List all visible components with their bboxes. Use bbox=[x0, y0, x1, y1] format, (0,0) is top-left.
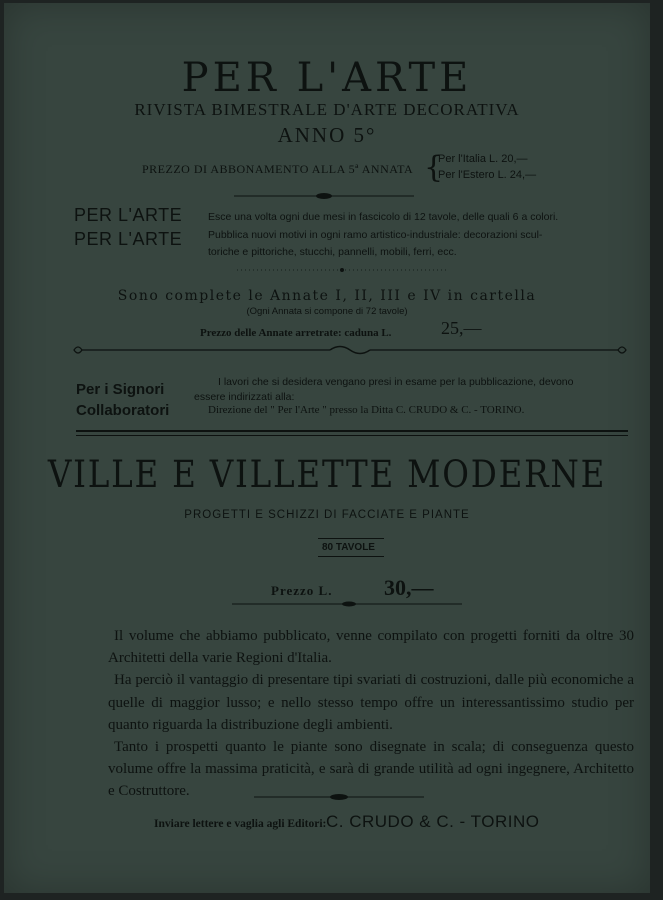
annate-note: (Ogni Annata si compone di 72 tavole) bbox=[246, 306, 408, 317]
book-subtitle: PROGETTI E SCHIZZI DI FACCIATE E PIANTE bbox=[184, 509, 470, 521]
price-estero: Per l'Estero L. 24,— bbox=[438, 169, 537, 181]
book-price-label: Prezzo L. bbox=[271, 583, 333, 598]
footer-divider-icon bbox=[254, 793, 424, 801]
magazine-subtitle: RIVISTA BIMESTRALE D'ARTE DECORATIVA bbox=[134, 100, 520, 119]
book-price-value: 30,— bbox=[384, 575, 434, 600]
per-larte-desc-2a: Pubblica nuovi motivi in ogni ramo artistico-industriale: decorazioni scul- bbox=[208, 229, 543, 241]
price-divider-icon bbox=[232, 600, 462, 608]
per-larte-label-1: PER L'ARTE bbox=[74, 205, 183, 225]
arretrate-price-value: 25,— bbox=[441, 318, 482, 338]
footer-label: Inviare lettere e vaglia agli Editori: bbox=[154, 818, 327, 830]
publisher-name: C. CRUDO & C. - TORINO bbox=[326, 812, 540, 831]
per-larte-label-2: PER L'ARTE bbox=[74, 229, 183, 249]
arretrate-price-label: Prezzo delle Annate arretrate: caduna L. bbox=[200, 327, 392, 339]
complete-annate: Sono complete le Annate I, II, III e IV in cartella bbox=[117, 288, 537, 304]
collaboratori-text-2: essere indirizzati alla: bbox=[194, 391, 295, 403]
collaboratori-text-1: I lavori che si desidera vengano presi in esame per la pubblicazione, devono bbox=[218, 376, 574, 388]
collaboratori-label-2: Collaboratori bbox=[76, 402, 170, 419]
description-paragraph-2: Ha perciò il vantaggio di presentare tipi svariati di costruzioni, dalle più economiche a quelle di maggior lusso; e nello stesso tempo offre un interessantissimo studio per quanto riguarda la distribuzione degli ambienti. bbox=[108, 672, 634, 733]
description-paragraph-1: Il volume che abbiamo pubblicato, venne compilato con progetti forniti da oltre 30 Architetti della varie Regioni d'Italia. bbox=[108, 628, 634, 667]
dotted-divider-icon bbox=[237, 267, 447, 273]
scroll-divider-icon bbox=[70, 343, 630, 357]
tavole-rule-bottom bbox=[318, 556, 384, 557]
section-rule-top bbox=[76, 430, 628, 432]
description-paragraph-3: Tanto i prospetti quanto le piante sono disegnate in scala; di conseguenza questo volume offre la massima praticità, e sarà di grande utilità ad ogni ingegnere, Architetto e Costruttore. bbox=[108, 739, 634, 800]
per-larte-desc-2b: toriche e pittoriche, stucchi, pannelli, mobili, ferri, ecc. bbox=[208, 246, 457, 258]
per-larte-desc-1: Esce una volta ogni due mesi in fascicolo di 12 tavole, delle quali 6 a colori. bbox=[208, 211, 559, 223]
price-italia: Per l'Italia L. 20,— bbox=[438, 153, 528, 165]
collaboratori-label-1: Per i Signori bbox=[76, 381, 165, 398]
magazine-title: PER L'ARTE bbox=[181, 55, 473, 101]
book-title: VILLE E VILLETTE MODERNE bbox=[47, 453, 607, 496]
collaboratori-text-3: Direzione del " Per l'Arte " presso la Ditta C. CRUDO & C. - TORINO. bbox=[208, 404, 525, 416]
advertisement-page bbox=[4, 3, 650, 893]
year-label: ANNO 5° bbox=[277, 123, 377, 147]
subscription-label: PREZZO DI ABBONAMENTO ALLA 5ª ANNATA bbox=[142, 162, 414, 176]
tavole-count: 80 TAVOLE bbox=[322, 542, 375, 553]
subscription-price-block bbox=[4, 151, 650, 187]
brace-icon: { bbox=[424, 150, 444, 185]
section-rule-bottom bbox=[76, 435, 628, 436]
ornament-divider-icon bbox=[234, 192, 414, 200]
book-description bbox=[108, 625, 634, 803]
tavole-rule-top bbox=[318, 538, 384, 539]
